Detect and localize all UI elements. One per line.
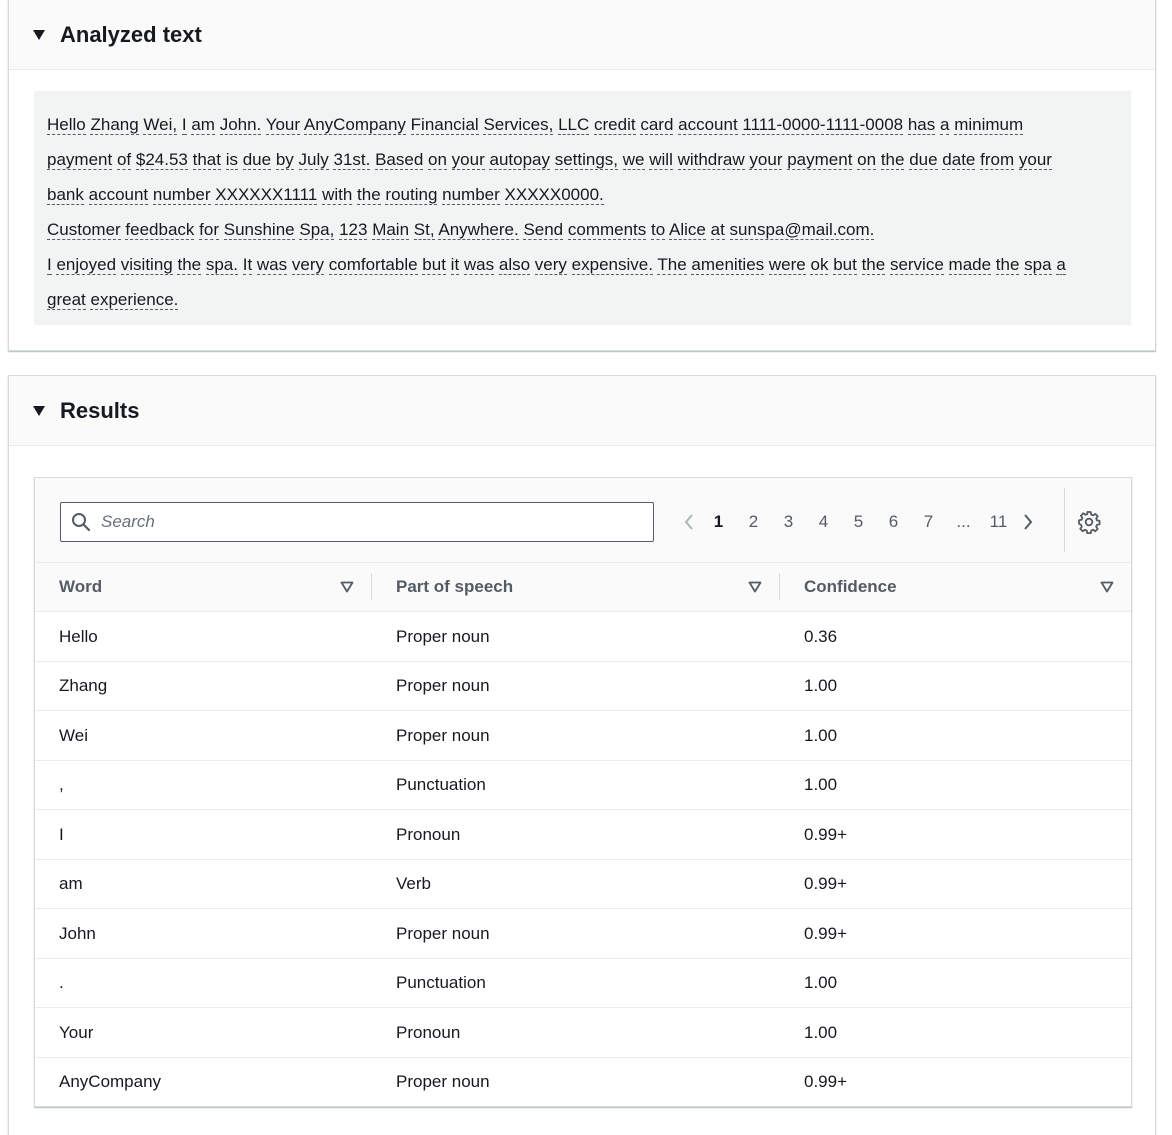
analyzed-token[interactable]: comments <box>567 220 647 239</box>
analyzed-text-title: Analyzed text <box>60 21 202 47</box>
table-row <box>35 959 1131 1009</box>
table-row <box>35 612 1131 662</box>
page-button-2[interactable]: 2 <box>748 512 759 531</box>
analyzed-token[interactable]: will <box>649 150 673 169</box>
word-cell: . <box>59 973 64 992</box>
analyzed-token[interactable]: spa <box>1024 255 1052 274</box>
analyzed-token[interactable]: to <box>651 220 666 239</box>
toolbar-divider <box>1064 488 1065 552</box>
analyzed-token[interactable]: from <box>980 150 1015 169</box>
analyzed-token[interactable]: credit <box>594 115 636 134</box>
analyzed-token[interactable]: the <box>995 255 1020 274</box>
part-of-speech-cell: Punctuation <box>396 775 486 794</box>
caret-down-icon <box>33 30 45 40</box>
analyzed-token[interactable]: were <box>768 255 806 274</box>
part-of-speech-cell: Punctuation <box>396 973 486 992</box>
confidence-cell: 0.99+ <box>804 874 848 893</box>
analyzed-token[interactable]: 31st. <box>333 150 371 169</box>
pagination <box>677 502 1040 542</box>
analyzed-token[interactable]: LLC <box>558 115 590 134</box>
column-header-confidence[interactable] <box>804 563 1104 611</box>
analyzed-token[interactable]: expensive. <box>571 255 653 274</box>
analyzed-token[interactable]: due <box>909 150 938 169</box>
analyzed-text-line <box>47 212 1118 247</box>
analyzed-token[interactable]: visiting <box>120 255 173 274</box>
analyzed-token[interactable]: XXXXX0000. <box>504 185 604 204</box>
confidence-cell: 1.00 <box>804 1022 838 1042</box>
analyzed-token[interactable]: on <box>428 150 447 169</box>
analyzed-token[interactable]: we <box>622 150 645 169</box>
part-of-speech-cell: Proper noun <box>396 725 490 745</box>
analyzed-token[interactable]: July <box>298 150 329 169</box>
analyzed-token[interactable]: AnyCompany <box>303 115 406 134</box>
analyzed-token[interactable]: The <box>657 255 687 274</box>
analyzed-token[interactable]: number <box>442 185 500 204</box>
preferences-button[interactable] <box>1077 510 1101 534</box>
word-cell: I <box>59 824 64 844</box>
table-row <box>35 860 1131 910</box>
analyzed-token[interactable]: Zhang <box>90 115 139 134</box>
analyzed-token[interactable]: account <box>88 185 149 204</box>
analyzed-token[interactable]: St, <box>413 220 435 239</box>
part-of-speech-cell: Proper noun <box>396 1072 490 1091</box>
confidence-cell: 1.00 <box>804 775 838 794</box>
word-cell: Zhang <box>59 676 108 695</box>
page-button-4[interactable]: 4 <box>818 512 829 531</box>
analyzed-text-line <box>47 177 1118 212</box>
word-cell: Your <box>59 1022 94 1042</box>
analyzed-token[interactable]: very <box>291 255 324 274</box>
confidence-cell: 0.99+ <box>804 824 848 844</box>
analyzed-token[interactable]: withdraw <box>677 150 745 169</box>
word-cell: John <box>59 923 96 943</box>
table-row <box>35 1008 1131 1058</box>
word-cell: , <box>59 775 64 794</box>
analyzed-token[interactable]: John. <box>219 115 262 134</box>
analyzed-token[interactable]: Services, <box>483 115 554 134</box>
table-row <box>35 810 1131 860</box>
part-of-speech-cell: Verb <box>396 874 431 893</box>
results-panel <box>8 375 1156 1135</box>
analyzed-token[interactable]: is <box>225 150 238 169</box>
analyzed-token[interactable]: a <box>1056 255 1066 274</box>
analyzed-token[interactable]: the <box>357 185 381 204</box>
analyzed-token[interactable]: the <box>880 150 905 169</box>
analyzed-token[interactable]: payment <box>47 150 113 169</box>
column-header-part-of-speech[interactable] <box>396 563 776 611</box>
analyzed-token[interactable]: has <box>907 115 936 134</box>
gear-icon <box>1077 510 1101 534</box>
confidence-cell: 1.00 <box>804 973 838 992</box>
analyzed-token[interactable]: am <box>191 115 215 134</box>
page-button-last[interactable]: 11 <box>989 512 1008 531</box>
analyzed-text-header[interactable] <box>9 0 1155 70</box>
confidence-cell: 1.00 <box>804 725 838 745</box>
analyzed-token[interactable]: was <box>256 255 288 274</box>
analyzed-token[interactable]: amenities <box>691 255 765 274</box>
column-label-word: Word <box>59 577 103 596</box>
sort-triangle-icon[interactable] <box>1100 581 1114 593</box>
analyzed-text-panel <box>8 0 1156 351</box>
table-body <box>35 612 1131 1107</box>
analyzed-token[interactable]: XXXXXX1111 <box>215 185 318 204</box>
analyzed-token[interactable]: autopay <box>489 150 550 169</box>
word-cell: Hello <box>59 626 98 646</box>
analyzed-token[interactable]: also <box>498 255 531 274</box>
analyzed-token[interactable]: 1111-0000-1111-0008 <box>742 115 904 134</box>
analyzed-token[interactable]: Send <box>523 220 564 239</box>
analyzed-token[interactable]: Your <box>265 115 301 134</box>
page-numbers <box>701 512 946 532</box>
sort-triangle-icon[interactable] <box>340 581 354 593</box>
sort-triangle-icon[interactable] <box>748 581 762 593</box>
analyzed-token[interactable]: payment <box>787 150 853 169</box>
analyzed-token[interactable]: account <box>678 115 738 134</box>
analyzed-token[interactable]: your <box>1018 150 1052 169</box>
analyzed-token[interactable]: Wei, <box>143 115 178 134</box>
column-label-confidence: Confidence <box>804 577 897 596</box>
page-button-5[interactable]: 5 <box>853 512 864 531</box>
analyzed-token[interactable]: with <box>322 185 353 204</box>
analyzed-token[interactable]: very <box>534 255 567 274</box>
analyzed-token[interactable]: Alice <box>669 220 706 239</box>
analyzed-token[interactable]: made <box>948 255 992 274</box>
analyzed-token[interactable]: settings, <box>554 150 619 169</box>
page-button-6[interactable]: 6 <box>888 512 899 531</box>
analyzed-token[interactable]: by <box>275 150 294 169</box>
analyzed-token[interactable]: comfortable <box>328 255 418 274</box>
table-row <box>35 761 1131 811</box>
analyzed-token[interactable]: minimum <box>954 115 1024 134</box>
column-separator <box>779 573 780 600</box>
search-input[interactable] <box>101 512 621 532</box>
page-button-1[interactable]: 1 <box>713 512 724 531</box>
table-toolbar <box>35 478 1131 563</box>
page-button-3[interactable]: 3 <box>783 512 794 531</box>
analyzed-token[interactable]: Hello <box>47 115 86 134</box>
analyzed-token[interactable]: a <box>940 115 950 134</box>
page-button-7[interactable]: 7 <box>923 512 934 531</box>
analyzed-token[interactable]: Anywhere. <box>438 220 519 239</box>
analyzed-token[interactable]: It <box>242 255 253 274</box>
analyzed-token[interactable]: the <box>177 255 202 274</box>
analyzed-token[interactable]: due <box>242 150 272 169</box>
search-box[interactable] <box>60 502 654 542</box>
analyzed-text-line <box>47 107 1118 142</box>
analyzed-token[interactable]: feedback <box>125 220 195 239</box>
previous-page-button[interactable] <box>677 502 701 542</box>
analyzed-token[interactable]: it <box>450 255 460 274</box>
analyzed-text-line <box>47 142 1118 177</box>
analyzed-token[interactable]: service <box>889 255 944 274</box>
analyzed-token[interactable]: $24.53 <box>135 150 188 169</box>
analyzed-token[interactable]: Spa, <box>299 220 335 239</box>
caret-down-icon <box>33 406 45 416</box>
analyzed-text-line <box>47 282 1118 317</box>
analyzed-token[interactable]: experience. <box>90 290 179 309</box>
confidence-cell: 0.99+ <box>804 1072 848 1091</box>
word-cell: Wei <box>59 725 88 745</box>
confidence-cell: 1.00 <box>804 676 838 695</box>
results-table <box>34 477 1132 1107</box>
analyzed-token[interactable]: spa. <box>205 255 238 274</box>
analyzed-token[interactable]: 123 <box>339 220 368 239</box>
analyzed-token[interactable]: I <box>181 115 187 134</box>
table-row <box>35 662 1131 712</box>
analyzed-text-line <box>47 247 1118 282</box>
column-label-part-of-speech: Part of speech <box>396 577 514 596</box>
analyzed-token[interactable]: ok <box>810 255 829 274</box>
part-of-speech-cell: Proper noun <box>396 676 490 695</box>
analyzed-token[interactable]: card <box>640 115 674 134</box>
analyzed-token[interactable]: the <box>861 255 886 274</box>
table-row <box>35 1058 1131 1108</box>
confidence-cell: 0.99+ <box>804 923 848 943</box>
chevron-left-icon <box>683 513 695 531</box>
confidence-cell: 0.36 <box>804 626 838 646</box>
analyzed-token[interactable]: was <box>463 255 495 274</box>
table-row <box>35 711 1131 761</box>
analyzed-token[interactable]: Based <box>375 150 424 169</box>
analyzed-token[interactable]: your <box>451 150 485 169</box>
table-header <box>35 563 1131 612</box>
analyzed-token[interactable]: of <box>116 150 132 169</box>
analyzed-token[interactable]: on <box>857 150 877 169</box>
analyzed-token[interactable]: that <box>192 150 221 169</box>
table-row <box>35 909 1131 959</box>
analyzed-token[interactable]: date <box>942 150 976 169</box>
word-cell: AnyCompany <box>59 1072 162 1091</box>
part-of-speech-cell: Proper noun <box>396 626 490 646</box>
analyzed-token[interactable]: bank <box>47 185 84 204</box>
analyzed-token[interactable]: but <box>422 255 446 274</box>
analyzed-token[interactable]: for <box>199 220 219 239</box>
part-of-speech-cell: Proper noun <box>396 923 490 943</box>
analyzed-token[interactable]: enjoyed <box>56 255 117 274</box>
analyzed-text-body <box>34 91 1131 325</box>
analyzed-token[interactable]: sunspa@mail.com. <box>729 220 875 239</box>
column-separator <box>371 573 372 600</box>
analyzed-token[interactable]: your <box>749 150 783 169</box>
next-page-button[interactable] <box>1016 502 1040 542</box>
results-title: Results <box>60 397 140 423</box>
analyzed-token[interactable]: Customer <box>47 220 121 239</box>
analyzed-token[interactable]: great <box>47 290 86 309</box>
results-header[interactable] <box>9 376 1155 446</box>
analyzed-token[interactable]: routing <box>385 185 438 204</box>
word-cell: am <box>59 874 83 893</box>
column-header-word[interactable] <box>59 563 369 611</box>
analyzed-token[interactable]: at <box>710 220 725 239</box>
analyzed-token[interactable]: Financial <box>410 115 479 134</box>
chevron-right-icon <box>1022 513 1034 531</box>
analyzed-token[interactable]: number <box>152 185 211 204</box>
analyzed-token[interactable]: I <box>47 255 52 274</box>
page-ellipsis: ... <box>956 512 971 531</box>
analyzed-token[interactable]: Main <box>372 220 410 239</box>
part-of-speech-cell: Pronoun <box>396 824 461 844</box>
search-icon <box>71 512 91 532</box>
part-of-speech-cell: Pronoun <box>396 1022 461 1042</box>
analyzed-token[interactable]: Sunshine <box>223 220 295 239</box>
analyzed-token[interactable]: but <box>833 255 857 274</box>
